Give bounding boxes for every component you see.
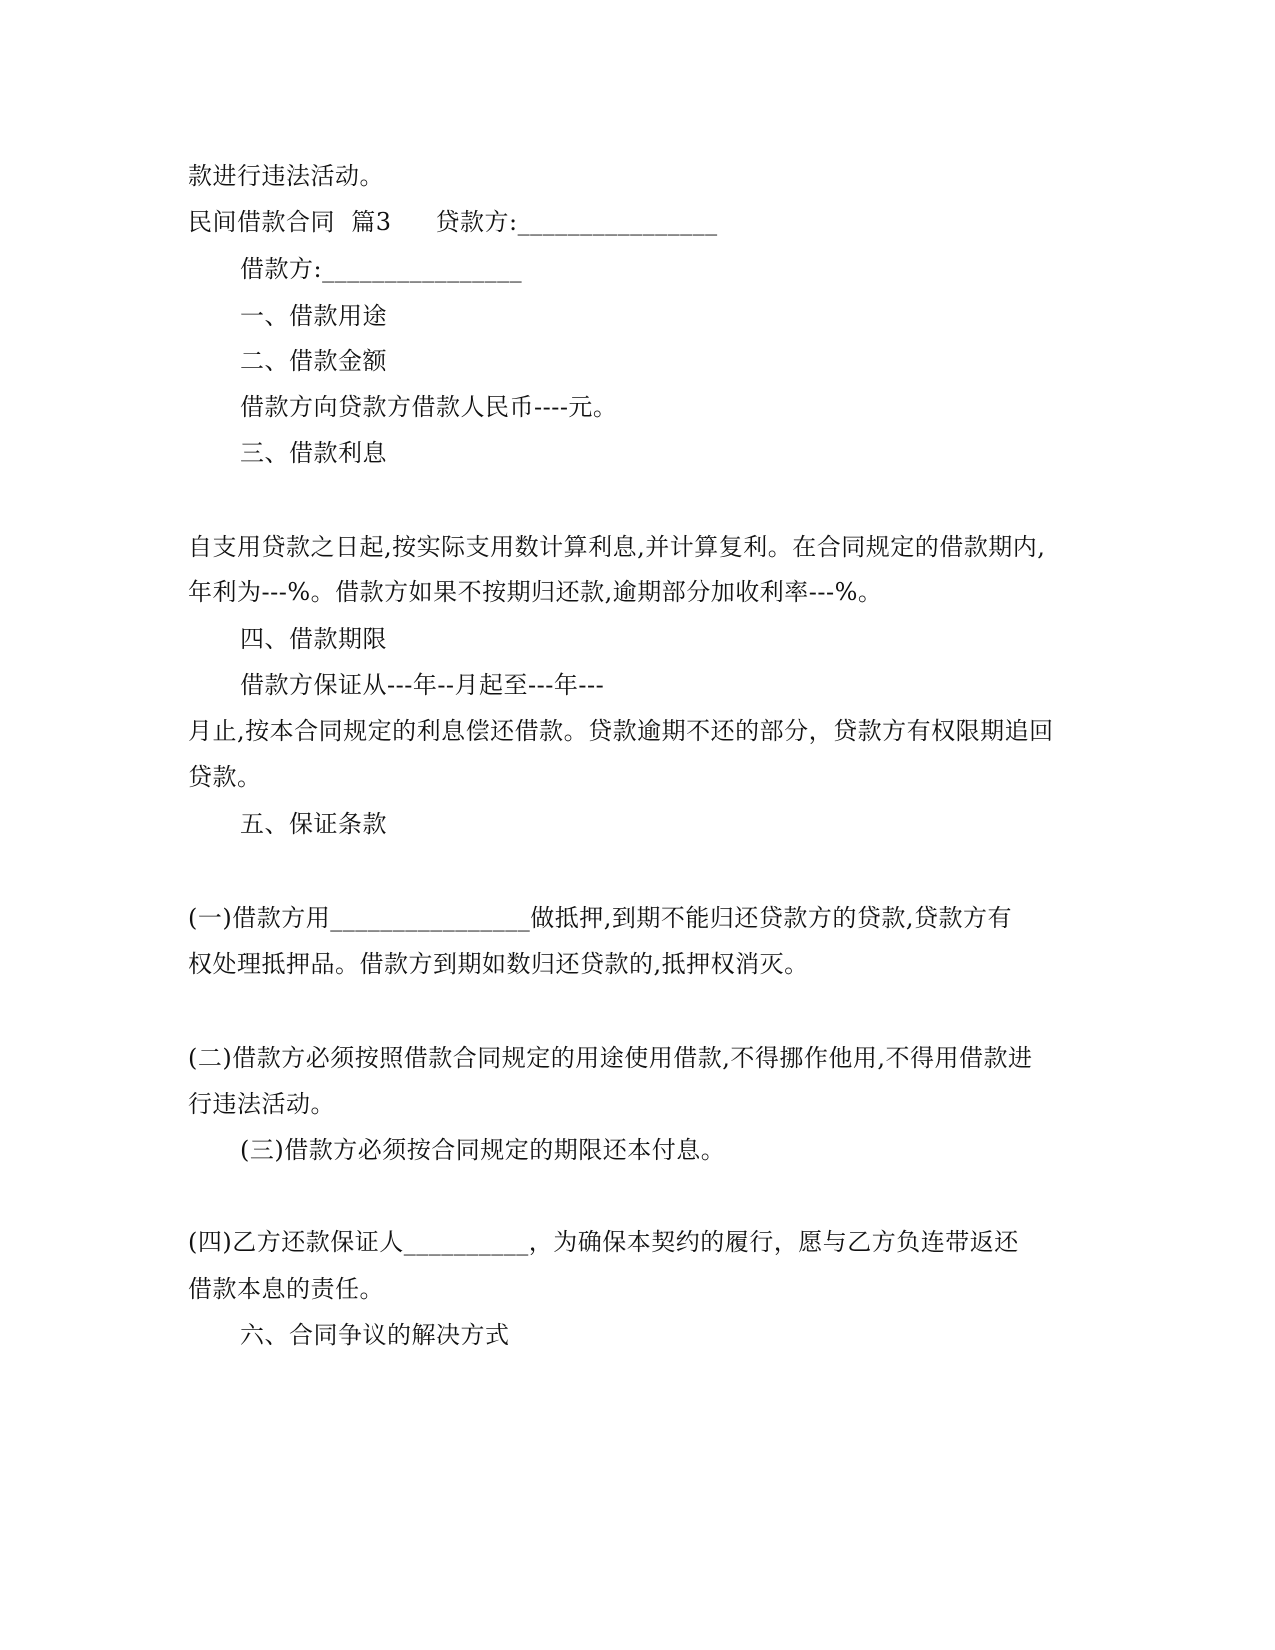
text-line: 借款方保证从---年--月起至---年---: [240, 671, 605, 699]
text-line: 年利为---%。借款方如果不按期归还款,逾期部分加收利率---%。: [188, 578, 883, 606]
text-line: (四)乙方还款保证人__________，为确保本契约的履行，愿与乙方负连带返还: [188, 1228, 1019, 1256]
section-heading: 三、借款利息: [240, 439, 387, 467]
borrower-field: 借款方:________________: [240, 255, 523, 283]
contract-heading-line: [188, 206, 718, 238]
text-line: 权处理抵押品。借款方到期如数归还贷款的,抵押权消灭。: [188, 950, 809, 978]
lender-field: 贷款方:________________: [435, 208, 718, 236]
text-line: 借款方向贷款方借款人民币----元。: [240, 393, 618, 421]
section-heading: 一、借款用途: [240, 302, 387, 330]
text-line: (一)借款方用________________做抵押,到期不能归还贷款方的贷款,贷款方有: [188, 904, 1012, 932]
text-line: 借款本息的责任。: [188, 1275, 384, 1303]
contract-title: 民间借款合同 篇3: [188, 208, 392, 236]
text-line: 贷款。: [188, 763, 262, 791]
text-line: 行违法活动。: [188, 1090, 335, 1118]
section-heading: 四、借款期限: [240, 625, 387, 653]
text-line: 月止,按本合同规定的利息偿还借款。贷款逾期不还的部分，贷款方有权限期追回: [188, 717, 1054, 745]
text-line: 款进行违法活动。: [188, 162, 384, 190]
section-heading: 五、保证条款: [240, 810, 387, 838]
text-line: 自支用贷款之日起,按实际支用数计算利息,并计算复利。在合同规定的借款期内,: [188, 533, 1046, 561]
section-heading: 六、合同争议的解决方式: [240, 1321, 510, 1349]
text-line: (三)借款方必须按合同规定的期限还本付息。: [240, 1136, 726, 1164]
section-heading: 二、借款金额: [240, 347, 387, 375]
text-line: (二)借款方必须按照借款合同规定的用途使用借款,不得挪作他用,不得用借款进: [188, 1044, 1033, 1072]
